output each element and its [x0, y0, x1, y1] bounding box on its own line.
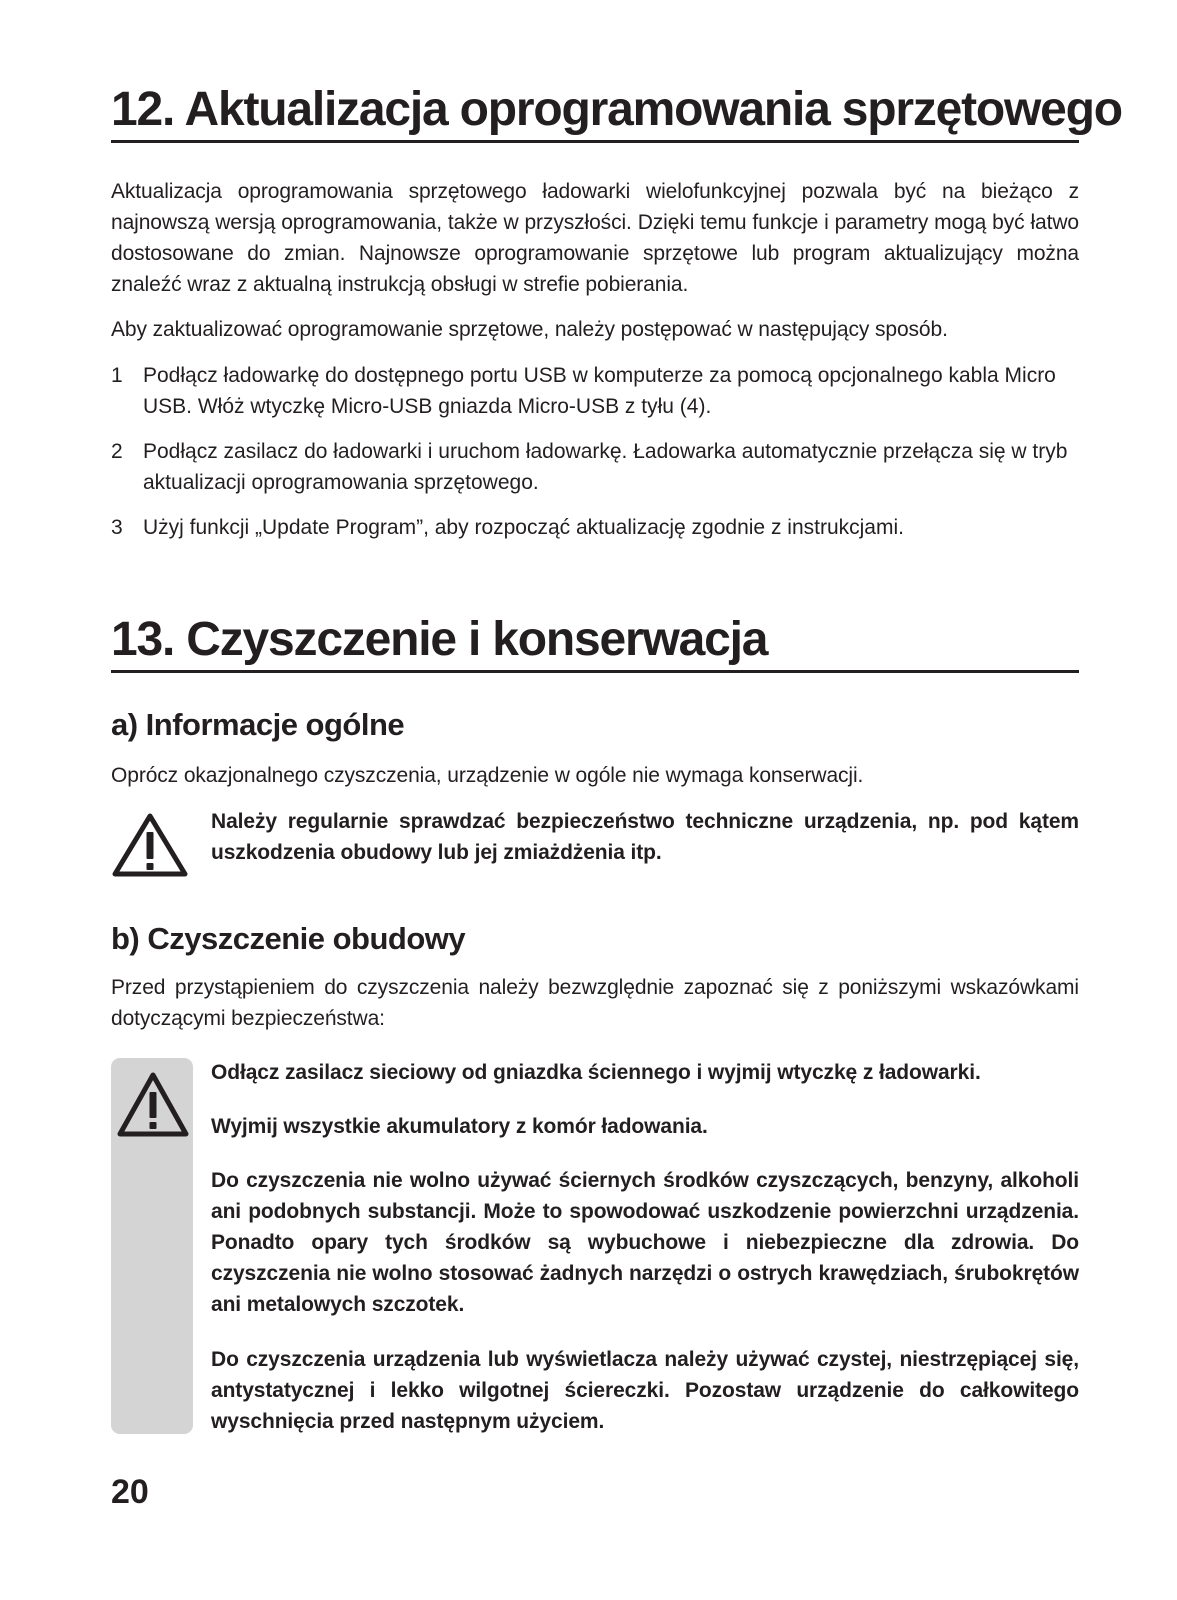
list-item	[111, 436, 1079, 498]
page-number: 20	[111, 1473, 149, 1511]
list-item-text: Podłącz zasilacz do ładowarki i uruchom ładowarkę. Ładowarka automatycznie przełącza się w tryb aktualizacji oprogramowania sprzętowego.	[143, 440, 1068, 494]
section-12-intro: Aktualizacja oprogramowania sprzętowego ładowarki wielofunkcyjnej pozwala być na bieżąco z najnowszą wersją oprogramowania, także w przyszłości. Dzięki temu funkcje i parametry mogą być łatwo dostosowane do zmian. Najnowsze oprogramowanie sprzętowe lub program aktualizujący można znaleźć wraz z aktualną instrukcją obsługi w strefie pobierania.	[111, 180, 1079, 296]
subsection-a-text: Oprócz okazjonalnego czyszczenia, urządzenie w ogóle nie wymaga konserwacji.	[111, 764, 864, 787]
section-13-heading: 13. Czyszczenie i konserwacja	[111, 614, 1079, 673]
list-item	[111, 512, 1079, 543]
list-item-number: 2	[111, 440, 123, 463]
subsection-b-text: Przed przystąpieniem do czyszczenia należy bezwzględnie zapoznać się z poniższymi wskazówkami dotyczącymi bezpieczeństwa:	[111, 976, 1079, 1030]
section-12-heading: 12. Aktualizacja oprogramowania sprzętowego	[111, 84, 1079, 143]
subsection-b-warning: Wyjmij wszystkie akumulatory z komór ładowania.	[211, 1115, 708, 1138]
list-item-text: Podłącz ładowarkę do dostępnego portu USB w komputerze za pomocą opcjonalnego kabla Micro USB. Włóż wtyczkę Micro-USB gniazda Micro-USB z tyłu (4).	[143, 364, 1056, 418]
list-item-text: Użyj funkcji „Update Program”, aby rozpocząć aktualizację zgodnie z instrukcjami.	[143, 516, 904, 539]
warning-triangle-icon	[111, 812, 189, 878]
warning-triangle-icon	[116, 1070, 190, 1140]
list-item-number: 1	[111, 364, 123, 387]
subsection-a-warning: Należy regularnie sprawdzać bezpieczeństwo techniczne urządzenia, np. pod kątem uszkodzenia obudowy lub jej zmiażdżenia itp.	[211, 810, 1079, 864]
subsection-a-heading: a) Informacje ogólne	[111, 707, 405, 742]
list-item-number: 3	[111, 516, 123, 539]
section-12-lead: Aby zaktualizować oprogramowanie sprzętowe, należy postępować w następujący sposób.	[111, 318, 948, 341]
list-item	[111, 360, 1079, 422]
subsection-b-warning: Do czyszczenia urządzenia lub wyświetlacza należy używać czystej, niestrzępiącej się, antystatycznej i lekko wilgotnej ściereczki. Pozostaw urządzenie do całkowitego wyschnięcia przed następnym użyciem.	[211, 1348, 1079, 1433]
subsection-b-warning: Odłącz zasilacz sieciowy od gniazdka ściennego i wyjmij wtyczkę z ładowarki.	[211, 1061, 981, 1084]
subsection-b-warning: Do czyszczenia nie wolno używać ściernych środków czyszczących, benzyny, alkoholi ani podobnych substancji. Może to spowodować uszkodzenie powierzchni urządzenia. Ponadto opary tych środków są wybuchowe i niebezpieczne dla zdrowia. Do czyszczenia nie wolno stosować żadnych narzędzi o ostrych krawędziach, śrubokrętów ani metalowych szczotek.	[211, 1169, 1079, 1316]
subsection-b-heading: b) Czyszczenie obudowy	[111, 921, 466, 956]
